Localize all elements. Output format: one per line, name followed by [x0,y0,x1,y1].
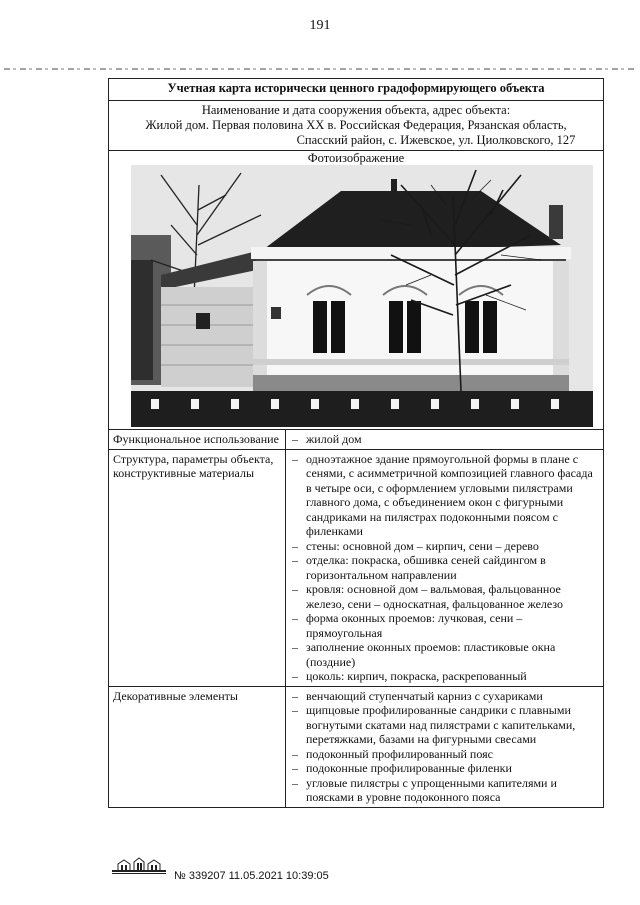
name-label: Наименование и дата сооружения объекта, адрес объекта: [201,103,511,117]
photo-block [109,151,603,430]
list-item: – заполнение оконных проемов: пластиковые окна (поздние) [290,640,599,669]
house-photo [131,165,593,427]
list-item: – стены: основной дом – кирпич, сени – дерево [290,539,599,554]
row-value-structure [286,449,604,686]
row-value-decor [286,686,604,807]
list-item: – щипцовые профилированные сандрики с плавными вогнутыми скатами над пилястрами с капительками, перетяжками, базами на фигурными свесами [290,703,599,747]
row-label-structure: Структура, параметры объекта, конструктивные материалы [109,449,286,686]
list-item: – венчающий ступенчатый карниз с сухариками [290,689,599,704]
object-name-block [109,101,603,151]
registration-card [108,78,604,808]
list-item: – отделка: покраска, обшивка сеней сайдингом в горизонтальном направлении [290,553,599,582]
list-item: – угловые пилястры с упрощенными капителями и поясками в уровне подоконного пояса [290,776,599,805]
list-item: – кровля: основной дом – вальмовая, фальцованное железо, сени – односкатная, фальцованное железо [290,582,599,611]
document-stamp: № 339207 11.05.2021 10:39:05 [174,870,329,882]
row-label-function: Функциональное использование [109,430,286,449]
page-number: 191 [309,18,331,33]
name-line-1: Жилой дом. Первая половина XX в. Российская Федерация, Рязанская область, [145,118,567,132]
name-line-2: Спасский район, с. Ижевское, ул. Циолковского, 127 [296,133,576,147]
row-value-function [286,430,604,449]
row-label-decor: Декоративные элементы [109,686,286,807]
list-item: – цоколь: кирпич, покраска, раскрепованный [290,669,599,684]
table-row [109,686,603,807]
house-photo-image [131,165,593,427]
card-title: Учетная карта исторически ценного градоформирующего объекта [109,79,603,101]
list-item: – подоконный профилированный пояс [290,747,599,762]
list-item: – подоконные профилированные филенки [290,761,599,776]
table-row [109,430,603,449]
attributes-table [109,430,603,807]
list-item: – форма оконных проемов: лучковая, сени – прямоугольная [290,611,599,640]
scan-artifact-line [4,68,636,70]
photo-caption: Фотоизображение [307,151,405,165]
table-row [109,449,603,686]
list-item: – жилой дом [290,432,599,447]
list-item: – одноэтажное здание прямоугольной формы в плане с сенями, с асимметричной композицией главного фасада в четыре оси, с оформлением угловыми пилястрами главного дома, с объединением окон с фигурными сандриками на пилястрах подоконными поясом с филенками [290,452,599,539]
registry-logo-icon [110,856,168,876]
